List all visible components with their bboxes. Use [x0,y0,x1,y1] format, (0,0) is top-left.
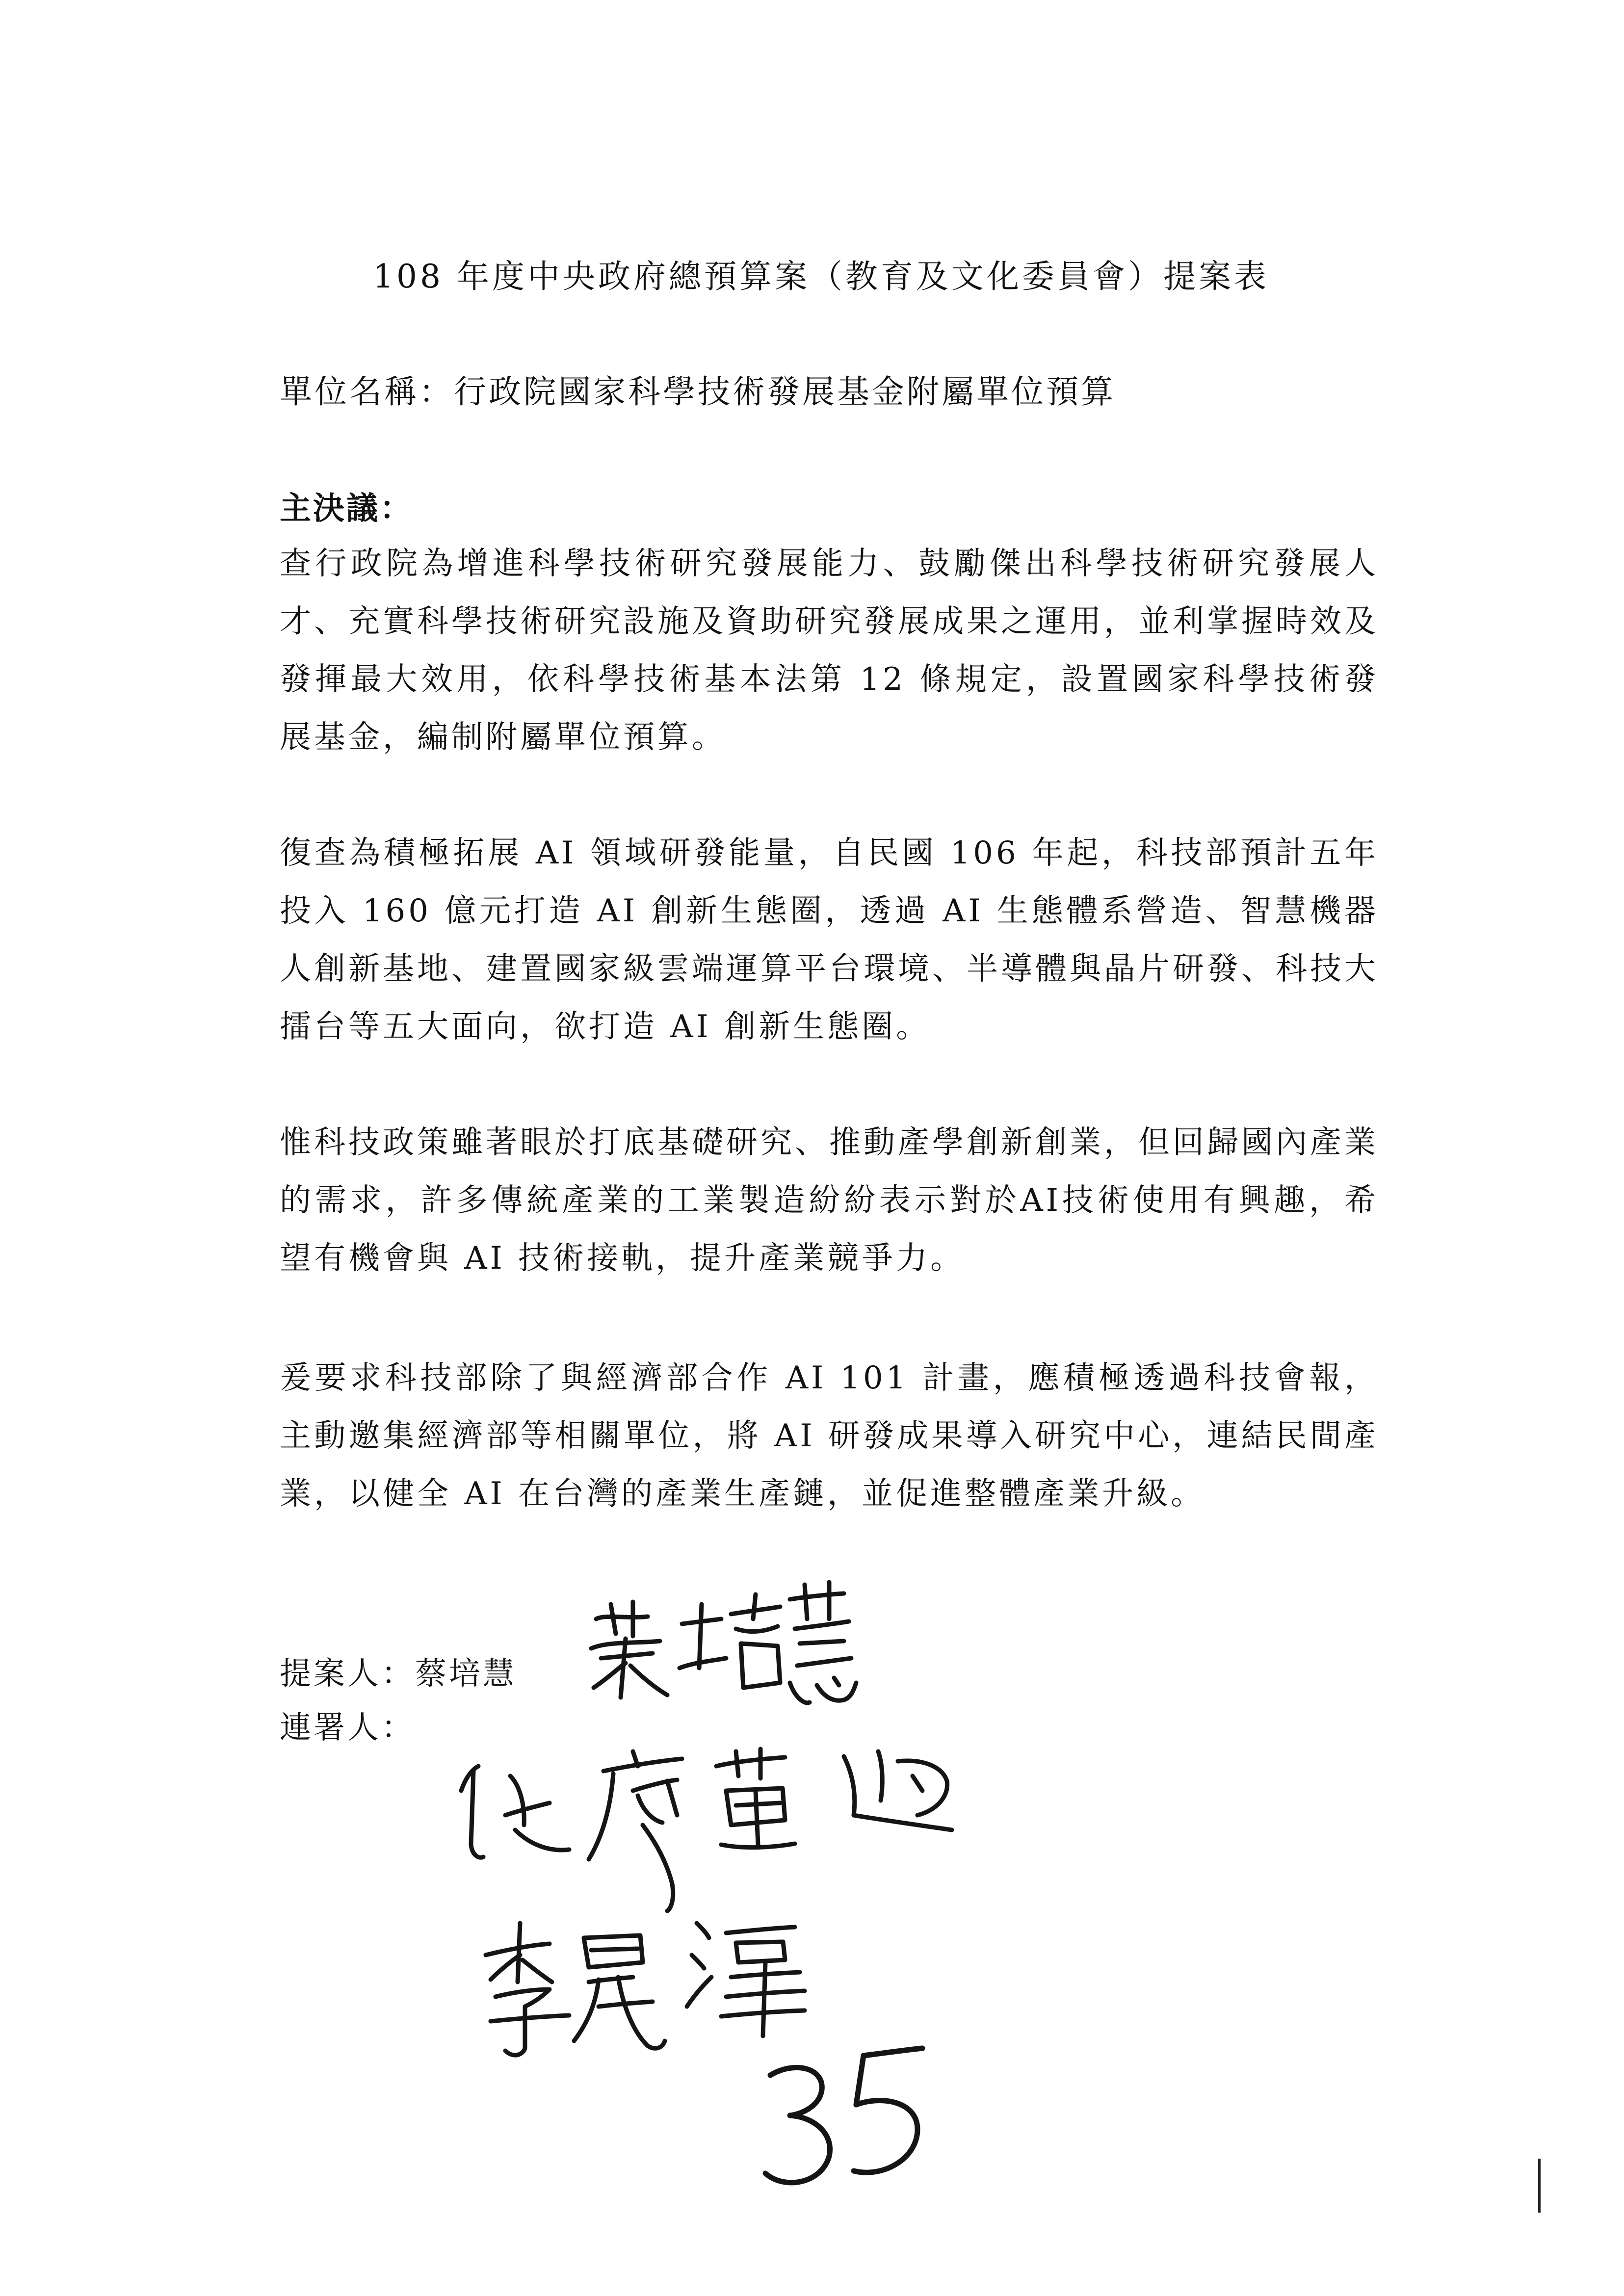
signature-cosigner-1 [461,1749,952,1911]
unit-name-line: 單位名稱：行政院國家科學技術發展基金附屬單位預算 [280,373,1116,411]
signature-cosigner-2 [486,1923,805,2055]
paragraph-4: 爰要求科技部除了與經濟部合作 AI 101 計畫，應積極透過科技會報，主動邀集經濟部等相關單位，將 AI 研發成果導入研究中心，連結民間產業，以健全 AI 在台灣的產業生產鏈，並促進整體產業升級。 [280,1360,1379,1512]
proposer-line: 提案人：蔡培慧 [280,1656,517,1692]
signature-proposer [591,1582,856,1703]
margin-mark [1538,2159,1541,2213]
paragraph-3: 惟科技政策雖著眼於打底基礎研究、推動產學創新創業，但回歸國內產業的需求，許多傳統產業的工業製造紛紛表示對於AI技術使用有興趣，希望有機會與 AI 技術接軌，提升產業競爭力。 [280,1124,1379,1277]
cosigner-line: 連署人： [280,1710,415,1746]
paragraph-2: 復查為積極拓展 AI 領域研發能量，自民國 106 年起，科技部預計五年投入 160 億元打造 AI 創新生態圈，透過 AI 生態體系營造、智慧機器人創新基地、建置國家級雲端運算平台環境、半導體與晶片研發、科技大擂台等五大面向，欲打造 AI 創新生態圈。 [280,835,1379,1045]
paragraph-1: 查行政院為增進科學技術研究發展能力、鼓勵傑出科學技術研究發展人才、充實科學技術研究設施及資助研究發展成果之運用，並利掌握時效及發揮最大效用，依科學技術基本法第 12 條規定，設置國家科學技術發展基金，編制附屬單位預算。 [280,546,1379,756]
handwritten-page-number [765,2048,922,2183]
document-title: 108 年度中央政府總預算案（教育及文化委員會）提案表 [373,258,1269,295]
resolution-heading: 主決議： [280,490,413,527]
